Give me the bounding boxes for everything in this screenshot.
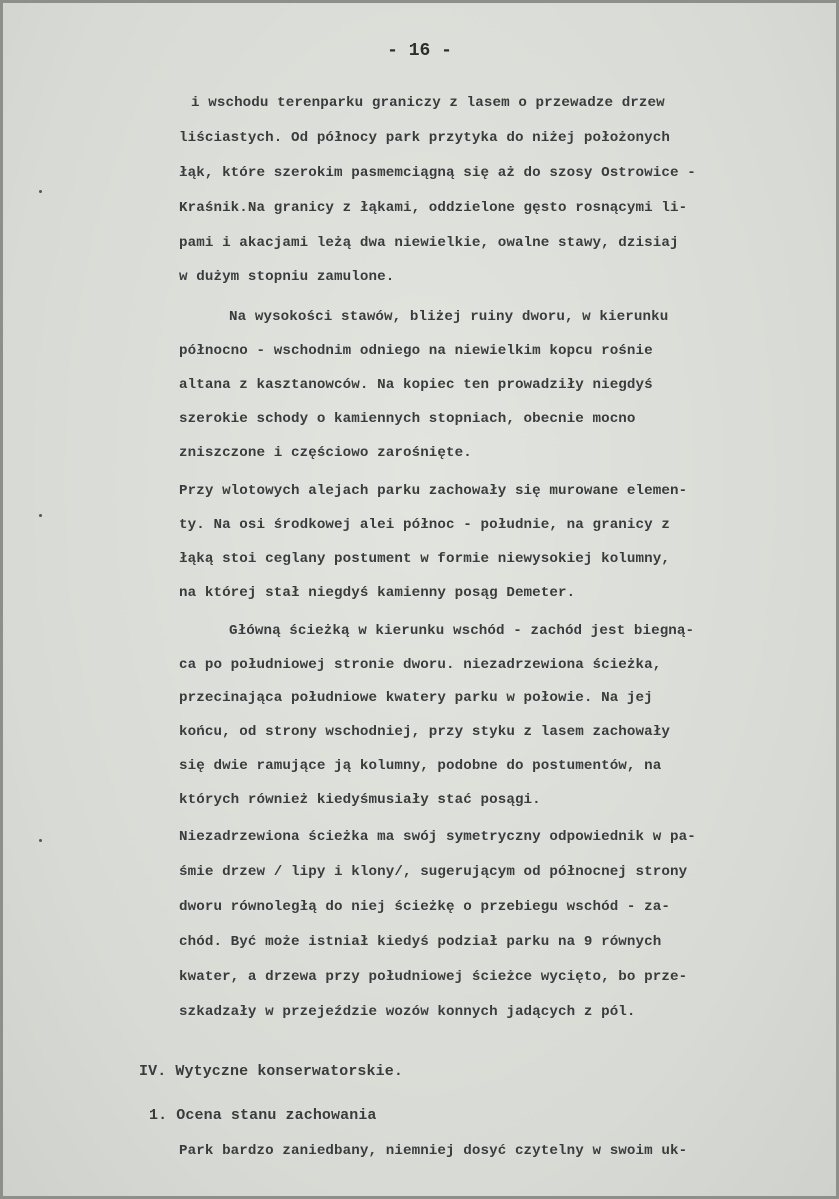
text-line: łąką stoi ceglany postument w formie niewysokiej kolumny, — [179, 551, 670, 567]
text-line: końcu, od strony wschodniej, przy styku z lasem zachowały — [179, 724, 670, 740]
text-line: pami i akacjami leżą dwa niewielkie, owalne stawy, dzisiaj — [179, 235, 679, 251]
text-line: chód. Być może istniał kiedyś podział parku na 9 równych — [179, 934, 662, 950]
text-line: się dwie ramujące ją kolumny, podobne do postumentów, na — [179, 758, 662, 774]
text-line: zniszczone i częściowo zarośnięte. — [179, 445, 472, 461]
text-line: Niezadrzewiona ścieżka ma swój symetryczny odpowiednik w pa- — [179, 829, 696, 845]
text-line: liściastych. Od północy park przytyka do niżej położonych — [179, 130, 670, 146]
text-line: Na wysokości stawów, bliżej ruiny dworu, w kierunku — [229, 309, 669, 325]
text-line: i wschodu terenparku graniczy z lasem o przewadze drzew — [191, 95, 665, 111]
text-line: kwater, a drzewa przy południowej ścieżce wycięto, bo prze- — [179, 969, 688, 985]
text-line: szkadzały w przejeździe wozów konnych jadących z pól. — [179, 1004, 636, 1020]
text-line: Park bardzo zaniedbany, niemniej dosyć czytelny w swoim uk- — [179, 1143, 688, 1159]
speck-mark — [39, 839, 42, 842]
text-line: łąk, które szerokim pasmemciągną się aż do szosy Ostrowice - — [179, 165, 696, 181]
text-line: ca po południowej stronie dworu. niezadrzewiona ścieżka, — [179, 657, 662, 673]
text-line: północno - wschodnim odniego na niewielkim kopcu rośnie — [179, 343, 653, 359]
text-line: Główną ścieżką w kierunku wschód - zachód jest biegną- — [229, 623, 695, 639]
text-line: których również kiedyśmusiały stać posągi. — [179, 792, 541, 808]
text-line: w dużym stopniu zamulone. — [179, 269, 395, 285]
text-line: przecinająca południowe kwatery parku w połowie. Na jej — [179, 690, 653, 706]
text-line: na której stał niegdyś kamienny posąg Demeter. — [179, 585, 576, 601]
page-number: - 16 - — [387, 41, 452, 61]
text-line: dworu równoległą do niej ścieżkę o przebiegu wschód - za- — [179, 899, 670, 915]
text-line: altana z kasztanowców. Na kopiec ten prowadziły niegdyś — [179, 377, 653, 393]
text-line: szerokie schody o kamiennych stopniach, obecnie mocno — [179, 411, 636, 427]
section-heading: IV. Wytyczne konserwatorskie. — [139, 1063, 403, 1080]
speck-mark — [39, 190, 42, 193]
text-line: Przy wlotowych alejach parku zachowały się murowane elemen- — [179, 483, 688, 499]
subsection-heading: 1. Ocena stanu zachowania — [149, 1107, 377, 1124]
speck-mark — [39, 514, 42, 517]
text-line: śmie drzew / lipy i klony/, sugerującym od północnej strony — [179, 864, 688, 880]
text-line: Kraśnik.Na granicy z łąkami, oddzielone gęsto rosnącymi li- — [179, 200, 688, 216]
text-line: ty. Na osi środkowej alei północ - południe, na granicy z — [179, 517, 670, 533]
